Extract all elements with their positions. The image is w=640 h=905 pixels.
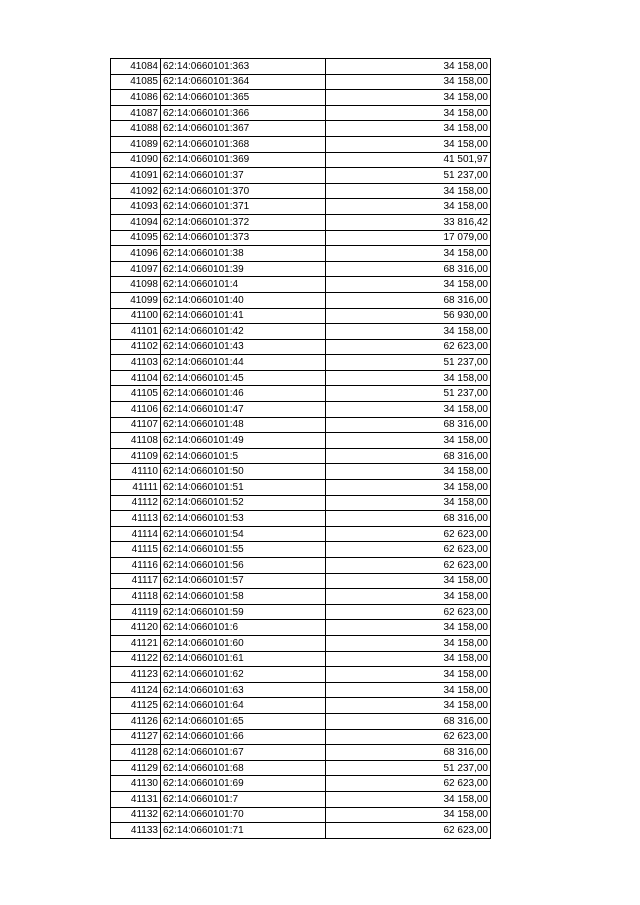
row-number-cell: 41086	[111, 90, 161, 106]
cadastral-value-cell: 51 237,00	[326, 386, 491, 402]
table-row	[111, 807, 491, 823]
cadastral-number-cell: 62:14:0660101:38	[161, 246, 326, 262]
cadastral-number-cell: 62:14:0660101:46	[161, 386, 326, 402]
row-number-cell: 41114	[111, 526, 161, 542]
cadastral-number-cell: 62:14:0660101:60	[161, 635, 326, 651]
cadastral-number-cell: 62:14:0660101:7	[161, 791, 326, 807]
row-number-cell: 41128	[111, 745, 161, 761]
row-number-cell: 41092	[111, 183, 161, 199]
cadastral-number-cell: 62:14:0660101:64	[161, 698, 326, 714]
cadastral-number-cell: 62:14:0660101:42	[161, 324, 326, 340]
table-row	[111, 105, 491, 121]
cadastral-value-cell: 56 930,00	[326, 308, 491, 324]
cadastral-number-cell: 62:14:0660101:367	[161, 121, 326, 137]
cadastral-value-cell: 34 158,00	[326, 90, 491, 106]
table-row	[111, 589, 491, 605]
row-number-cell: 41127	[111, 729, 161, 745]
cadastral-number-cell: 62:14:0660101:371	[161, 199, 326, 215]
row-number-cell: 41091	[111, 168, 161, 184]
row-number-cell: 41118	[111, 589, 161, 605]
cadastral-value-cell: 34 158,00	[326, 791, 491, 807]
row-number-cell: 41115	[111, 542, 161, 558]
table-row	[111, 713, 491, 729]
cadastral-value-cell: 62 623,00	[326, 823, 491, 839]
table-row	[111, 386, 491, 402]
table-row	[111, 402, 491, 418]
cadastral-value-cell: 34 158,00	[326, 105, 491, 121]
table-row	[111, 511, 491, 527]
cadastral-number-cell: 62:14:0660101:61	[161, 651, 326, 667]
row-number-cell: 41131	[111, 791, 161, 807]
row-number-cell: 41104	[111, 370, 161, 386]
cadastral-number-cell: 62:14:0660101:364	[161, 74, 326, 90]
table-row	[111, 417, 491, 433]
table-row	[111, 542, 491, 558]
row-number-cell: 41125	[111, 698, 161, 714]
cadastral-value-cell: 68 316,00	[326, 261, 491, 277]
table-row	[111, 480, 491, 496]
row-number-cell: 41093	[111, 199, 161, 215]
cadastral-value-table	[110, 58, 491, 839]
row-number-cell: 41123	[111, 667, 161, 683]
table-row	[111, 635, 491, 651]
row-number-cell: 41088	[111, 121, 161, 137]
row-number-cell: 41126	[111, 713, 161, 729]
cadastral-number-cell: 62:14:0660101:41	[161, 308, 326, 324]
cadastral-number-cell: 62:14:0660101:51	[161, 480, 326, 496]
table-row	[111, 90, 491, 106]
table-row	[111, 573, 491, 589]
table-row	[111, 74, 491, 90]
row-number-cell: 41121	[111, 635, 161, 651]
cadastral-value-cell: 34 158,00	[326, 183, 491, 199]
cadastral-number-cell: 62:14:0660101:6	[161, 620, 326, 636]
cadastral-value-cell: 62 623,00	[326, 776, 491, 792]
table-row	[111, 277, 491, 293]
cadastral-number-cell: 62:14:0660101:55	[161, 542, 326, 558]
table-row	[111, 448, 491, 464]
cadastral-number-cell: 62:14:0660101:59	[161, 604, 326, 620]
table-row	[111, 59, 491, 75]
cadastral-value-cell: 34 158,00	[326, 121, 491, 137]
cadastral-value-cell: 34 158,00	[326, 480, 491, 496]
cadastral-value-cell: 51 237,00	[326, 168, 491, 184]
cadastral-number-cell: 62:14:0660101:54	[161, 526, 326, 542]
cadastral-number-cell: 62:14:0660101:43	[161, 339, 326, 355]
table-row	[111, 121, 491, 137]
table-row	[111, 558, 491, 574]
cadastral-value-cell: 34 158,00	[326, 667, 491, 683]
cadastral-value-cell: 62 623,00	[326, 558, 491, 574]
row-number-cell: 41129	[111, 760, 161, 776]
table-row	[111, 230, 491, 246]
cadastral-value-cell: 34 158,00	[326, 370, 491, 386]
row-number-cell: 41105	[111, 386, 161, 402]
row-number-cell: 41090	[111, 152, 161, 168]
row-number-cell: 41113	[111, 511, 161, 527]
cadastral-number-cell: 62:14:0660101:373	[161, 230, 326, 246]
table-row	[111, 682, 491, 698]
cadastral-value-cell: 62 623,00	[326, 729, 491, 745]
cadastral-number-cell: 62:14:0660101:66	[161, 729, 326, 745]
row-number-cell: 41117	[111, 573, 161, 589]
cadastral-value-cell: 41 501,97	[326, 152, 491, 168]
table-row	[111, 667, 491, 683]
cadastral-value-cell: 34 158,00	[326, 59, 491, 75]
table-row	[111, 823, 491, 839]
cadastral-number-cell: 62:14:0660101:368	[161, 136, 326, 152]
cadastral-value-cell: 34 158,00	[326, 698, 491, 714]
cadastral-number-cell: 62:14:0660101:71	[161, 823, 326, 839]
cadastral-value-cell: 34 158,00	[326, 277, 491, 293]
cadastral-number-cell: 62:14:0660101:57	[161, 573, 326, 589]
cadastral-value-cell: 34 158,00	[326, 635, 491, 651]
cadastral-number-cell: 62:14:0660101:47	[161, 402, 326, 418]
cadastral-value-cell: 17 079,00	[326, 230, 491, 246]
table-row	[111, 495, 491, 511]
cadastral-value-cell: 34 158,00	[326, 682, 491, 698]
cadastral-value-cell: 34 158,00	[326, 433, 491, 449]
cadastral-number-cell: 62:14:0660101:37	[161, 168, 326, 184]
cadastral-number-cell: 62:14:0660101:65	[161, 713, 326, 729]
table-row	[111, 152, 491, 168]
cadastral-value-cell: 34 158,00	[326, 74, 491, 90]
cadastral-value-cell: 68 316,00	[326, 292, 491, 308]
row-number-cell: 41089	[111, 136, 161, 152]
row-number-cell: 41124	[111, 682, 161, 698]
table-row	[111, 214, 491, 230]
cadastral-value-cell: 34 158,00	[326, 246, 491, 262]
row-number-cell: 41120	[111, 620, 161, 636]
table-row	[111, 620, 491, 636]
table-row	[111, 339, 491, 355]
table-row	[111, 168, 491, 184]
cadastral-value-cell: 34 158,00	[326, 464, 491, 480]
table-row	[111, 292, 491, 308]
cadastral-number-cell: 62:14:0660101:372	[161, 214, 326, 230]
row-number-cell: 41130	[111, 776, 161, 792]
table-row	[111, 433, 491, 449]
cadastral-value-cell: 33 816,42	[326, 214, 491, 230]
cadastral-number-cell: 62:14:0660101:53	[161, 511, 326, 527]
cadastral-value-cell: 51 237,00	[326, 760, 491, 776]
cadastral-number-cell: 62:14:0660101:69	[161, 776, 326, 792]
cadastral-number-cell: 62:14:0660101:58	[161, 589, 326, 605]
row-number-cell: 41102	[111, 339, 161, 355]
cadastral-value-cell: 68 316,00	[326, 511, 491, 527]
cadastral-number-cell: 62:14:0660101:62	[161, 667, 326, 683]
cadastral-number-cell: 62:14:0660101:44	[161, 355, 326, 371]
cadastral-value-cell: 34 158,00	[326, 589, 491, 605]
row-number-cell: 41096	[111, 246, 161, 262]
cadastral-value-cell: 62 623,00	[326, 339, 491, 355]
row-number-cell: 41095	[111, 230, 161, 246]
cadastral-value-cell: 34 158,00	[326, 324, 491, 340]
table-row	[111, 199, 491, 215]
table-row	[111, 604, 491, 620]
table-row	[111, 324, 491, 340]
cadastral-value-cell: 34 158,00	[326, 620, 491, 636]
row-number-cell: 41085	[111, 74, 161, 90]
table-row	[111, 776, 491, 792]
row-number-cell: 41107	[111, 417, 161, 433]
table-row	[111, 698, 491, 714]
cadastral-value-cell: 68 316,00	[326, 417, 491, 433]
cadastral-value-cell: 34 158,00	[326, 495, 491, 511]
cadastral-value-cell: 62 623,00	[326, 542, 491, 558]
table-row	[111, 651, 491, 667]
table-row	[111, 355, 491, 371]
table-body	[111, 59, 491, 839]
row-number-cell: 41122	[111, 651, 161, 667]
cadastral-value-cell: 68 316,00	[326, 745, 491, 761]
row-number-cell: 41119	[111, 604, 161, 620]
cadastral-number-cell: 62:14:0660101:56	[161, 558, 326, 574]
cadastral-number-cell: 62:14:0660101:48	[161, 417, 326, 433]
cadastral-value-cell: 68 316,00	[326, 448, 491, 464]
cadastral-number-cell: 62:14:0660101:366	[161, 105, 326, 121]
table-row	[111, 370, 491, 386]
cadastral-value-cell: 62 623,00	[326, 604, 491, 620]
table-row	[111, 464, 491, 480]
table-row	[111, 261, 491, 277]
cadastral-value-cell: 34 158,00	[326, 136, 491, 152]
cadastral-value-cell: 34 158,00	[326, 651, 491, 667]
row-number-cell: 41084	[111, 59, 161, 75]
row-number-cell: 41103	[111, 355, 161, 371]
row-number-cell: 41106	[111, 402, 161, 418]
table-row	[111, 136, 491, 152]
table-row	[111, 246, 491, 262]
cadastral-number-cell: 62:14:0660101:68	[161, 760, 326, 776]
row-number-cell: 41094	[111, 214, 161, 230]
cadastral-number-cell: 62:14:0660101:369	[161, 152, 326, 168]
cadastral-number-cell: 62:14:0660101:49	[161, 433, 326, 449]
row-number-cell: 41087	[111, 105, 161, 121]
cadastral-number-cell: 62:14:0660101:363	[161, 59, 326, 75]
cadastral-value-cell: 34 158,00	[326, 402, 491, 418]
cadastral-number-cell: 62:14:0660101:45	[161, 370, 326, 386]
row-number-cell: 41133	[111, 823, 161, 839]
row-number-cell: 41099	[111, 292, 161, 308]
row-number-cell: 41132	[111, 807, 161, 823]
cadastral-number-cell: 62:14:0660101:52	[161, 495, 326, 511]
row-number-cell: 41100	[111, 308, 161, 324]
cadastral-value-cell: 62 623,00	[326, 526, 491, 542]
row-number-cell: 41112	[111, 495, 161, 511]
cadastral-number-cell: 62:14:0660101:67	[161, 745, 326, 761]
cadastral-value-cell: 34 158,00	[326, 199, 491, 215]
cadastral-number-cell: 62:14:0660101:39	[161, 261, 326, 277]
row-number-cell: 41109	[111, 448, 161, 464]
table-row	[111, 745, 491, 761]
cadastral-number-cell: 62:14:0660101:365	[161, 90, 326, 106]
table-row	[111, 183, 491, 199]
cadastral-value-cell: 51 237,00	[326, 355, 491, 371]
cadastral-number-cell: 62:14:0660101:63	[161, 682, 326, 698]
table-row	[111, 729, 491, 745]
cadastral-value-cell: 34 158,00	[326, 573, 491, 589]
row-number-cell: 41110	[111, 464, 161, 480]
table-row	[111, 526, 491, 542]
cadastral-value-cell: 34 158,00	[326, 807, 491, 823]
row-number-cell: 41097	[111, 261, 161, 277]
table-row	[111, 791, 491, 807]
row-number-cell: 41116	[111, 558, 161, 574]
cadastral-value-cell: 68 316,00	[326, 713, 491, 729]
row-number-cell: 41098	[111, 277, 161, 293]
row-number-cell: 41108	[111, 433, 161, 449]
cadastral-number-cell: 62:14:0660101:70	[161, 807, 326, 823]
table-row	[111, 308, 491, 324]
cadastral-number-cell: 62:14:0660101:50	[161, 464, 326, 480]
table-row	[111, 760, 491, 776]
cadastral-number-cell: 62:14:0660101:5	[161, 448, 326, 464]
row-number-cell: 41111	[111, 480, 161, 496]
cadastral-number-cell: 62:14:0660101:370	[161, 183, 326, 199]
row-number-cell: 41101	[111, 324, 161, 340]
cadastral-number-cell: 62:14:0660101:40	[161, 292, 326, 308]
cadastral-number-cell: 62:14:0660101:4	[161, 277, 326, 293]
